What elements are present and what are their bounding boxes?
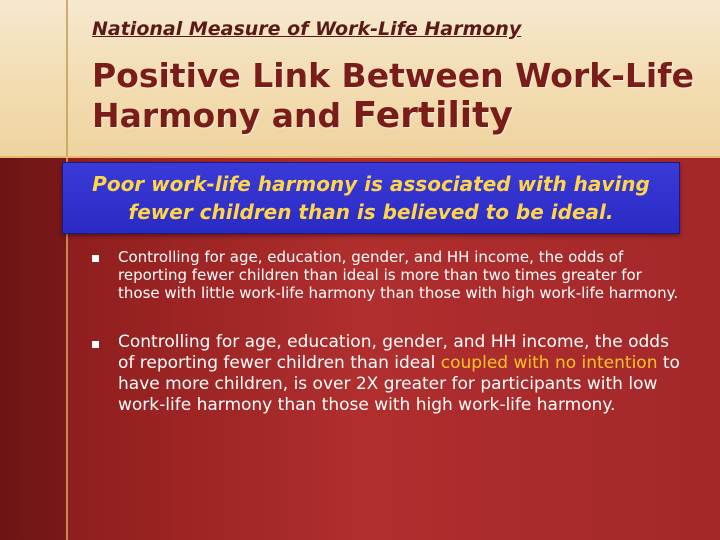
callout-box [62,162,680,234]
square-bullet-icon [92,341,99,348]
horizontal-accent-line [0,156,720,158]
bullet-text-continued: to have more children, is over 2X greater for participants with low work-life harmony than those with high work-life harmony. [118,353,680,415]
list-item [92,332,682,416]
vertical-accent-line [66,0,68,540]
square-bullet-icon [92,255,99,262]
title-text-emphasis: Fertility [352,95,513,136]
list-item [92,248,682,302]
left-strip [0,158,66,540]
callout-text: Poor work-life harmony is associated with having fewer children than is believed to be ideal. [92,172,650,224]
slide-title [92,56,702,136]
highlighted-text: coupled with no intention [440,353,658,373]
bullet-text: Controlling for age, education, gender, and HH income, the odds of reporting fewer children than ideal [118,332,669,373]
title-text: Positive Link Between Work-Life Harmony and [92,56,694,135]
bullet-text: Controlling for age, education, gender, and HH income, the odds of reporting fewer children than ideal is more than two times greater for those with little work-life harmony than those with high work-life harmony. [118,248,679,302]
slide-subtitle: National Measure of Work-Life Harmony [92,18,522,40]
bullet-list [92,248,682,416]
